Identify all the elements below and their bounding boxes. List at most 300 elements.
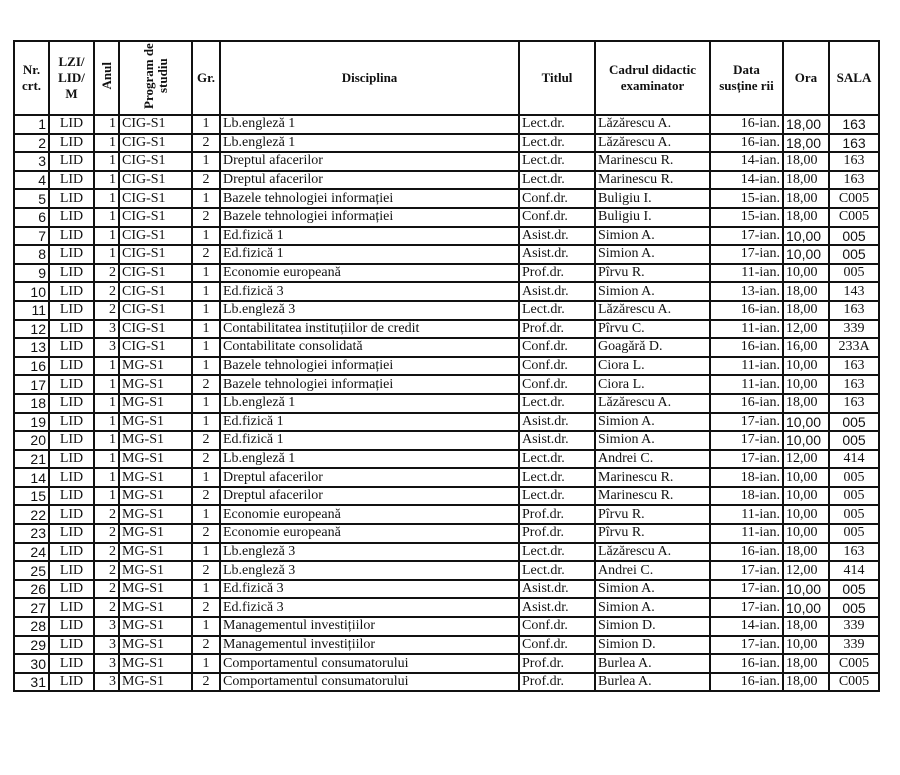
cell-disciplina: Dreptul afacerilor	[220, 171, 519, 190]
cell-program: MG-S1	[119, 524, 192, 543]
cell-program: MG-S1	[119, 413, 192, 432]
cell-anul: 1	[94, 357, 119, 376]
cell-program: MG-S1	[119, 468, 192, 487]
table-body	[14, 115, 879, 691]
cell-data: 14-ian.	[710, 617, 783, 636]
cell-disciplina: Ed.fizică 3	[220, 282, 519, 301]
cell-data: 17-ian.	[710, 450, 783, 469]
cell-program: CIG-S1	[119, 189, 192, 208]
cell-anul: 1	[94, 413, 119, 432]
cell-data: 11-ian.	[710, 524, 783, 543]
cell-nr-crt: 13	[14, 338, 49, 357]
table-row	[14, 413, 879, 432]
cell-program: MG-S1	[119, 450, 192, 469]
cell-grupa: 2	[192, 134, 220, 153]
cell-program: CIG-S1	[119, 115, 192, 134]
cell-lzi-lid-m: LID	[49, 115, 94, 134]
cell-data: 18-ian.	[710, 468, 783, 487]
cell-data: 16-ian.	[710, 673, 783, 692]
cell-data: 14-ian.	[710, 171, 783, 190]
cell-ora: 18,00	[783, 394, 829, 413]
cell-sala: C005	[829, 673, 879, 692]
cell-titlul: Lect.dr.	[519, 394, 595, 413]
cell-cadrul-didactic: Simion A.	[595, 413, 710, 432]
cell-lzi-lid-m: LID	[49, 654, 94, 673]
header-anul	[94, 41, 119, 115]
cell-lzi-lid-m: LID	[49, 357, 94, 376]
cell-nr-crt: 30	[14, 654, 49, 673]
cell-sala: C005	[829, 189, 879, 208]
table-row	[14, 561, 879, 580]
cell-anul: 1	[94, 152, 119, 171]
cell-anul: 2	[94, 561, 119, 580]
cell-titlul: Conf.dr.	[519, 338, 595, 357]
cell-titlul: Lect.dr.	[519, 543, 595, 562]
cell-disciplina: Comportamentul consumatorului	[220, 654, 519, 673]
cell-titlul: Conf.dr.	[519, 375, 595, 394]
table-row	[14, 431, 879, 450]
cell-data: 11-ian.	[710, 505, 783, 524]
cell-disciplina: Lb.engleză 3	[220, 301, 519, 320]
cell-sala: 339	[829, 320, 879, 339]
cell-titlul: Lect.dr.	[519, 487, 595, 506]
cell-anul: 1	[94, 208, 119, 227]
table-row	[14, 673, 879, 692]
cell-sala: 005	[829, 245, 879, 264]
cell-data: 17-ian.	[710, 245, 783, 264]
header-row	[14, 41, 879, 115]
cell-lzi-lid-m: LID	[49, 487, 94, 506]
table-row	[14, 654, 879, 673]
cell-ora: 10,00	[783, 357, 829, 376]
cell-ora: 10,00	[783, 375, 829, 394]
cell-titlul: Prof.dr.	[519, 320, 595, 339]
table-row	[14, 189, 879, 208]
cell-lzi-lid-m: LID	[49, 301, 94, 320]
cell-data: 11-ian.	[710, 375, 783, 394]
cell-data: 16-ian.	[710, 115, 783, 134]
cell-titlul: Asist.dr.	[519, 598, 595, 617]
cell-titlul: Lect.dr.	[519, 561, 595, 580]
cell-disciplina: Dreptul afacerilor	[220, 487, 519, 506]
cell-data: 17-ian.	[710, 431, 783, 450]
cell-nr-crt: 27	[14, 598, 49, 617]
cell-program: MG-S1	[119, 357, 192, 376]
exam-schedule-table	[13, 40, 880, 692]
cell-program: MG-S1	[119, 505, 192, 524]
header-titlul: Titlul	[519, 41, 595, 115]
cell-ora: 10,00	[783, 636, 829, 655]
cell-titlul: Asist.dr.	[519, 282, 595, 301]
cell-nr-crt: 14	[14, 468, 49, 487]
cell-cadrul-didactic: Marinescu R.	[595, 171, 710, 190]
cell-nr-crt: 2	[14, 134, 49, 153]
cell-program: MG-S1	[119, 561, 192, 580]
cell-grupa: 1	[192, 413, 220, 432]
table-row	[14, 134, 879, 153]
cell-nr-crt: 6	[14, 208, 49, 227]
table-row	[14, 636, 879, 655]
cell-disciplina: Lb.engleză 3	[220, 561, 519, 580]
cell-nr-crt: 31	[14, 673, 49, 692]
cell-grupa: 1	[192, 264, 220, 283]
cell-nr-crt: 12	[14, 320, 49, 339]
cell-disciplina: Lb.engleză 3	[220, 543, 519, 562]
cell-anul: 2	[94, 264, 119, 283]
cell-grupa: 1	[192, 543, 220, 562]
table-row	[14, 468, 879, 487]
cell-lzi-lid-m: LID	[49, 543, 94, 562]
cell-lzi-lid-m: LID	[49, 171, 94, 190]
cell-disciplina: Economie europeană	[220, 264, 519, 283]
cell-ora: 18,00	[783, 617, 829, 636]
header-grupa: Gr.	[192, 41, 220, 115]
header-nr-crt: Nr. crt.	[14, 41, 49, 115]
cell-lzi-lid-m: LID	[49, 413, 94, 432]
cell-ora: 18,00	[783, 152, 829, 171]
cell-data: 15-ian.	[710, 208, 783, 227]
table-row	[14, 171, 879, 190]
cell-data: 17-ian.	[710, 561, 783, 580]
table-row	[14, 394, 879, 413]
cell-ora: 18,00	[783, 208, 829, 227]
cell-disciplina: Bazele tehnologiei informației	[220, 189, 519, 208]
cell-lzi-lid-m: LID	[49, 282, 94, 301]
cell-cadrul-didactic: Lăzărescu A.	[595, 394, 710, 413]
cell-program: MG-S1	[119, 487, 192, 506]
cell-nr-crt: 9	[14, 264, 49, 283]
cell-disciplina: Bazele tehnologiei informației	[220, 375, 519, 394]
cell-ora: 18,00	[783, 543, 829, 562]
cell-nr-crt: 19	[14, 413, 49, 432]
cell-cadrul-didactic: Simion A.	[595, 245, 710, 264]
table-row	[14, 208, 879, 227]
cell-sala: 339	[829, 636, 879, 655]
cell-disciplina: Ed.fizică 3	[220, 598, 519, 617]
cell-disciplina: Dreptul afacerilor	[220, 152, 519, 171]
cell-lzi-lid-m: LID	[49, 375, 94, 394]
table-row	[14, 152, 879, 171]
header-program-label: Program de studiu	[140, 43, 170, 109]
cell-cadrul-didactic: Buligiu I.	[595, 208, 710, 227]
cell-nr-crt: 15	[14, 487, 49, 506]
cell-titlul: Asist.dr.	[519, 431, 595, 450]
cell-ora: 10,00	[783, 524, 829, 543]
cell-anul: 2	[94, 301, 119, 320]
cell-anul: 1	[94, 171, 119, 190]
cell-program: CIG-S1	[119, 227, 192, 246]
cell-ora: 16,00	[783, 338, 829, 357]
cell-program: CIG-S1	[119, 171, 192, 190]
cell-program: CIG-S1	[119, 301, 192, 320]
cell-cadrul-didactic: Pîrvu C.	[595, 320, 710, 339]
cell-program: MG-S1	[119, 394, 192, 413]
cell-ora: 10,00	[783, 468, 829, 487]
cell-program: MG-S1	[119, 580, 192, 599]
cell-nr-crt: 22	[14, 505, 49, 524]
cell-grupa: 2	[192, 673, 220, 692]
cell-titlul: Prof.dr.	[519, 264, 595, 283]
cell-lzi-lid-m: LID	[49, 431, 94, 450]
cell-program: CIG-S1	[119, 152, 192, 171]
cell-lzi-lid-m: LID	[49, 134, 94, 153]
cell-grupa: 2	[192, 561, 220, 580]
cell-grupa: 1	[192, 468, 220, 487]
cell-grupa: 2	[192, 524, 220, 543]
cell-disciplina: Comportamentul consumatorului	[220, 673, 519, 692]
cell-disciplina: Lb.engleză 1	[220, 450, 519, 469]
cell-disciplina: Contabilitate consolidată	[220, 338, 519, 357]
cell-data: 16-ian.	[710, 338, 783, 357]
cell-data: 17-ian.	[710, 598, 783, 617]
cell-ora: 18,00	[783, 282, 829, 301]
cell-cadrul-didactic: Ciora L.	[595, 375, 710, 394]
cell-cadrul-didactic: Simion A.	[595, 282, 710, 301]
cell-program: MG-S1	[119, 598, 192, 617]
cell-ora: 18,00	[783, 673, 829, 692]
cell-sala: 005	[829, 598, 879, 617]
cell-lzi-lid-m: LID	[49, 617, 94, 636]
cell-grupa: 1	[192, 152, 220, 171]
cell-cadrul-didactic: Buligiu I.	[595, 189, 710, 208]
cell-grupa: 1	[192, 654, 220, 673]
table-row	[14, 598, 879, 617]
cell-sala: 414	[829, 450, 879, 469]
cell-nr-crt: 29	[14, 636, 49, 655]
cell-lzi-lid-m: LID	[49, 505, 94, 524]
cell-program: MG-S1	[119, 636, 192, 655]
cell-nr-crt: 26	[14, 580, 49, 599]
cell-lzi-lid-m: LID	[49, 524, 94, 543]
cell-lzi-lid-m: LID	[49, 394, 94, 413]
cell-disciplina: Economie europeană	[220, 505, 519, 524]
cell-ora: 10,00	[783, 580, 829, 599]
table-row	[14, 245, 879, 264]
cell-titlul: Conf.dr.	[519, 208, 595, 227]
cell-data: 17-ian.	[710, 413, 783, 432]
cell-disciplina: Ed.fizică 1	[220, 245, 519, 264]
cell-anul: 1	[94, 189, 119, 208]
cell-lzi-lid-m: LID	[49, 320, 94, 339]
cell-data: 11-ian.	[710, 357, 783, 376]
cell-sala: 163	[829, 394, 879, 413]
cell-nr-crt: 17	[14, 375, 49, 394]
cell-ora: 10,00	[783, 264, 829, 283]
cell-nr-crt: 16	[14, 357, 49, 376]
cell-nr-crt: 18	[14, 394, 49, 413]
cell-data: 16-ian.	[710, 394, 783, 413]
table-row	[14, 543, 879, 562]
cell-disciplina: Bazele tehnologiei informației	[220, 208, 519, 227]
table-row	[14, 282, 879, 301]
cell-grupa: 1	[192, 394, 220, 413]
cell-program: MG-S1	[119, 617, 192, 636]
cell-cadrul-didactic: Andrei C.	[595, 561, 710, 580]
cell-disciplina: Ed.fizică 1	[220, 227, 519, 246]
cell-program: CIG-S1	[119, 338, 192, 357]
cell-cadrul-didactic: Lăzărescu A.	[595, 134, 710, 153]
header-lzi-lid-m: LZI/ LID/ M	[49, 41, 94, 115]
cell-grupa: 1	[192, 617, 220, 636]
cell-disciplina: Managementul investițiilor	[220, 636, 519, 655]
cell-ora: 12,00	[783, 320, 829, 339]
cell-titlul: Conf.dr.	[519, 357, 595, 376]
cell-anul: 1	[94, 394, 119, 413]
table-row	[14, 580, 879, 599]
cell-program: MG-S1	[119, 375, 192, 394]
cell-data: 16-ian.	[710, 543, 783, 562]
cell-nr-crt: 3	[14, 152, 49, 171]
cell-sala: 339	[829, 617, 879, 636]
table-row	[14, 487, 879, 506]
cell-cadrul-didactic: Goagără D.	[595, 338, 710, 357]
cell-anul: 3	[94, 654, 119, 673]
cell-program: CIG-S1	[119, 320, 192, 339]
cell-ora: 18,00	[783, 189, 829, 208]
cell-titlul: Lect.dr.	[519, 450, 595, 469]
header-sala: SALA	[829, 41, 879, 115]
cell-titlul: Asist.dr.	[519, 245, 595, 264]
cell-ora: 10,00	[783, 598, 829, 617]
header-disciplina: Disciplina	[220, 41, 519, 115]
cell-sala: 143	[829, 282, 879, 301]
cell-lzi-lid-m: LID	[49, 189, 94, 208]
cell-anul: 2	[94, 543, 119, 562]
cell-sala: 005	[829, 413, 879, 432]
cell-titlul: Prof.dr.	[519, 654, 595, 673]
cell-sala: 163	[829, 375, 879, 394]
cell-anul: 1	[94, 431, 119, 450]
cell-titlul: Asist.dr.	[519, 227, 595, 246]
cell-ora: 10,00	[783, 505, 829, 524]
cell-titlul: Lect.dr.	[519, 171, 595, 190]
cell-grupa: 1	[192, 338, 220, 357]
cell-program: CIG-S1	[119, 208, 192, 227]
cell-grupa: 1	[192, 320, 220, 339]
cell-lzi-lid-m: LID	[49, 636, 94, 655]
cell-grupa: 2	[192, 636, 220, 655]
cell-titlul: Prof.dr.	[519, 673, 595, 692]
cell-grupa: 2	[192, 375, 220, 394]
cell-disciplina: Economie europeană	[220, 524, 519, 543]
cell-ora: 10,00	[783, 227, 829, 246]
cell-sala: 163	[829, 134, 879, 153]
cell-program: CIG-S1	[119, 264, 192, 283]
cell-anul: 1	[94, 227, 119, 246]
cell-cadrul-didactic: Ciora L.	[595, 357, 710, 376]
cell-grupa: 1	[192, 115, 220, 134]
cell-data: 18-ian.	[710, 487, 783, 506]
cell-cadrul-didactic: Simion D.	[595, 617, 710, 636]
cell-nr-crt: 5	[14, 189, 49, 208]
cell-lzi-lid-m: LID	[49, 598, 94, 617]
cell-titlul: Conf.dr.	[519, 636, 595, 655]
cell-data: 16-ian.	[710, 654, 783, 673]
cell-lzi-lid-m: LID	[49, 245, 94, 264]
cell-nr-crt: 23	[14, 524, 49, 543]
cell-sala: C005	[829, 208, 879, 227]
header-ora: Ora	[783, 41, 829, 115]
cell-grupa: 1	[192, 189, 220, 208]
cell-nr-crt: 21	[14, 450, 49, 469]
cell-nr-crt: 7	[14, 227, 49, 246]
table-row	[14, 375, 879, 394]
cell-sala: 005	[829, 468, 879, 487]
cell-anul: 1	[94, 245, 119, 264]
cell-anul: 3	[94, 673, 119, 692]
cell-data: 16-ian.	[710, 301, 783, 320]
cell-sala: 163	[829, 115, 879, 134]
cell-grupa: 1	[192, 580, 220, 599]
cell-lzi-lid-m: LID	[49, 468, 94, 487]
cell-nr-crt: 20	[14, 431, 49, 450]
cell-nr-crt: 1	[14, 115, 49, 134]
cell-ora: 10,00	[783, 413, 829, 432]
cell-grupa: 2	[192, 171, 220, 190]
cell-program: MG-S1	[119, 543, 192, 562]
cell-anul: 1	[94, 487, 119, 506]
cell-sala: 163	[829, 152, 879, 171]
cell-sala: 005	[829, 487, 879, 506]
cell-cadrul-didactic: Simion A.	[595, 598, 710, 617]
cell-anul: 1	[94, 450, 119, 469]
cell-cadrul-didactic: Burlea A.	[595, 673, 710, 692]
cell-lzi-lid-m: LID	[49, 561, 94, 580]
cell-cadrul-didactic: Simion A.	[595, 431, 710, 450]
cell-grupa: 2	[192, 487, 220, 506]
cell-cadrul-didactic: Pîrvu R.	[595, 524, 710, 543]
cell-ora: 18,00	[783, 654, 829, 673]
cell-disciplina: Ed.fizică 1	[220, 431, 519, 450]
cell-data: 17-ian.	[710, 636, 783, 655]
cell-sala: 414	[829, 561, 879, 580]
cell-titlul: Lect.dr.	[519, 152, 595, 171]
cell-lzi-lid-m: LID	[49, 264, 94, 283]
cell-program: MG-S1	[119, 654, 192, 673]
cell-disciplina: Ed.fizică 3	[220, 580, 519, 599]
cell-program: MG-S1	[119, 431, 192, 450]
cell-ora: 12,00	[783, 561, 829, 580]
cell-nr-crt: 4	[14, 171, 49, 190]
cell-disciplina: Bazele tehnologiei informației	[220, 357, 519, 376]
cell-anul: 2	[94, 505, 119, 524]
header-cadrul-didactic: Cadrul didactic examinator	[595, 41, 710, 115]
cell-anul: 2	[94, 580, 119, 599]
cell-anul: 2	[94, 524, 119, 543]
cell-data: 13-ian.	[710, 282, 783, 301]
cell-titlul: Asist.dr.	[519, 580, 595, 599]
cell-disciplina: Contabilitatea instituțiilor de credit	[220, 320, 519, 339]
cell-titlul: Lect.dr.	[519, 115, 595, 134]
cell-lzi-lid-m: LID	[49, 673, 94, 692]
cell-cadrul-didactic: Marinescu R.	[595, 468, 710, 487]
cell-sala: 163	[829, 171, 879, 190]
cell-anul: 1	[94, 115, 119, 134]
table-row	[14, 617, 879, 636]
cell-ora: 10,00	[783, 431, 829, 450]
cell-sala: 005	[829, 524, 879, 543]
cell-disciplina: Lb.engleză 1	[220, 394, 519, 413]
cell-lzi-lid-m: LID	[49, 208, 94, 227]
cell-disciplina: Managementul investițiilor	[220, 617, 519, 636]
table-row	[14, 227, 879, 246]
cell-sala: 005	[829, 431, 879, 450]
cell-lzi-lid-m: LID	[49, 580, 94, 599]
cell-cadrul-didactic: Lăzărescu A.	[595, 115, 710, 134]
cell-anul: 3	[94, 320, 119, 339]
table-row	[14, 264, 879, 283]
cell-cadrul-didactic: Simion A.	[595, 580, 710, 599]
